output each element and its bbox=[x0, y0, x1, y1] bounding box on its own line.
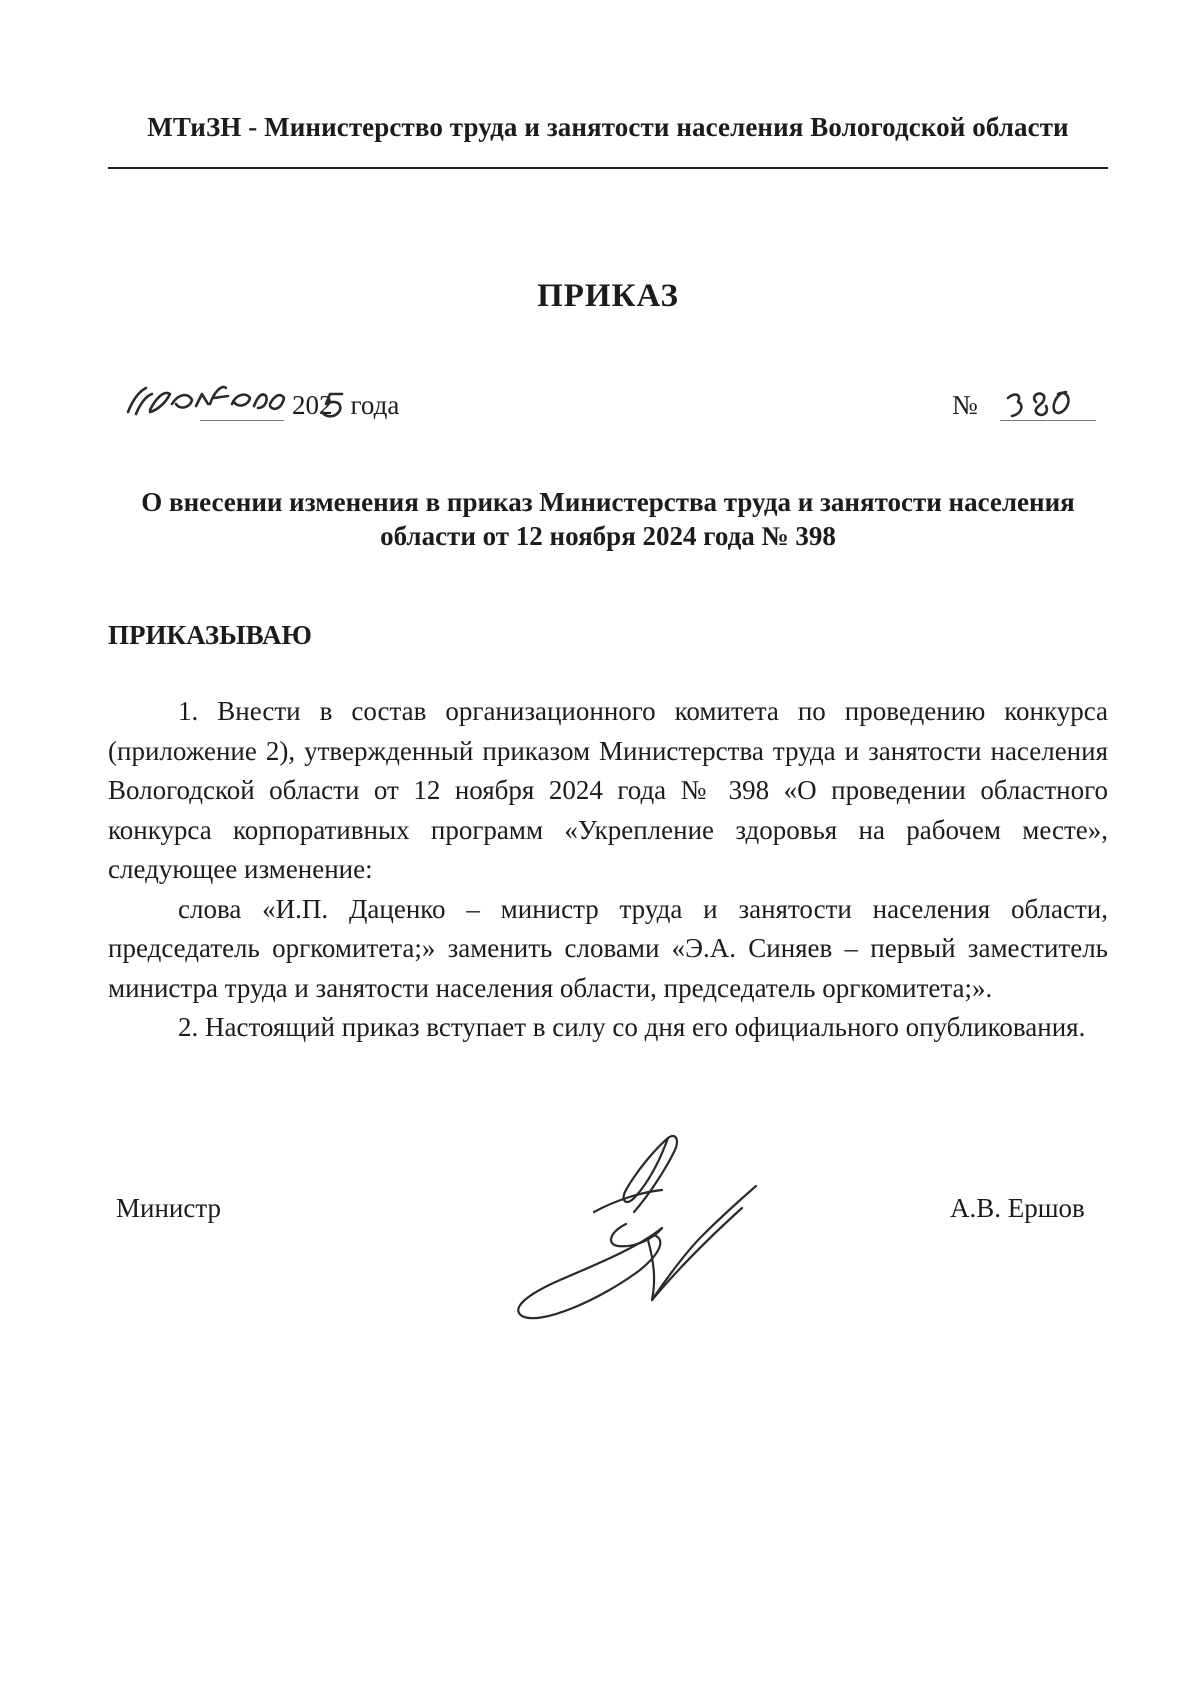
handwritten-number bbox=[1008, 392, 1068, 416]
header-divider bbox=[108, 167, 1108, 169]
organization-header: МТиЗН - Министерство труда и занятости населения Вологодской области bbox=[147, 112, 1069, 142]
order-subject bbox=[108, 485, 1108, 553]
order-body bbox=[108, 692, 1108, 1048]
document-title: ПРИКАЗ bbox=[537, 278, 679, 314]
date-underline bbox=[200, 420, 284, 421]
paragraph-1: 1. Внести в состав организационного комитета по проведению конкурса (приложение 2), утвержденный приказом Министерства труда и занятости населения Вологодской области от 12 ноября 2024 года № 398 «О проведении областного конкурса корпоративных программ «Укрепление здоровья на рабочем месте», следующее изменение: bbox=[108, 696, 1108, 884]
signer-name: А.В. Ершов bbox=[950, 1193, 1085, 1223]
signer-title: Министр bbox=[116, 1193, 221, 1223]
order-directive: ПРИКАЗЫВАЮ bbox=[108, 620, 312, 650]
subject-line-1: О внесении изменения в приказ Министерства труда и занятости населения bbox=[141, 487, 1075, 517]
signature-scribble bbox=[518, 1136, 756, 1318]
subject-line-2: области от 12 ноября 2024 года № 398 bbox=[380, 521, 836, 551]
number-underline bbox=[1000, 420, 1096, 421]
paragraph-2: слова «И.П. Даценко – министр труда и занятости населения области, председатель оргкомитета;» заменить словами «Э.А. Синяев – первый заместитель министра труда и занятости населения области, председатель оргкомитета;». bbox=[108, 893, 1108, 1003]
date-year-suffix bbox=[292, 390, 399, 421]
paragraph-3: 2. Настоящий приказ вступает в силу со дня его официального опубликования. bbox=[178, 1012, 1086, 1042]
number-sign: № bbox=[952, 390, 978, 420]
date-suffix-text: года bbox=[350, 390, 400, 420]
handwritten-date bbox=[128, 387, 284, 414]
date-year-printed: 202 bbox=[292, 390, 333, 420]
